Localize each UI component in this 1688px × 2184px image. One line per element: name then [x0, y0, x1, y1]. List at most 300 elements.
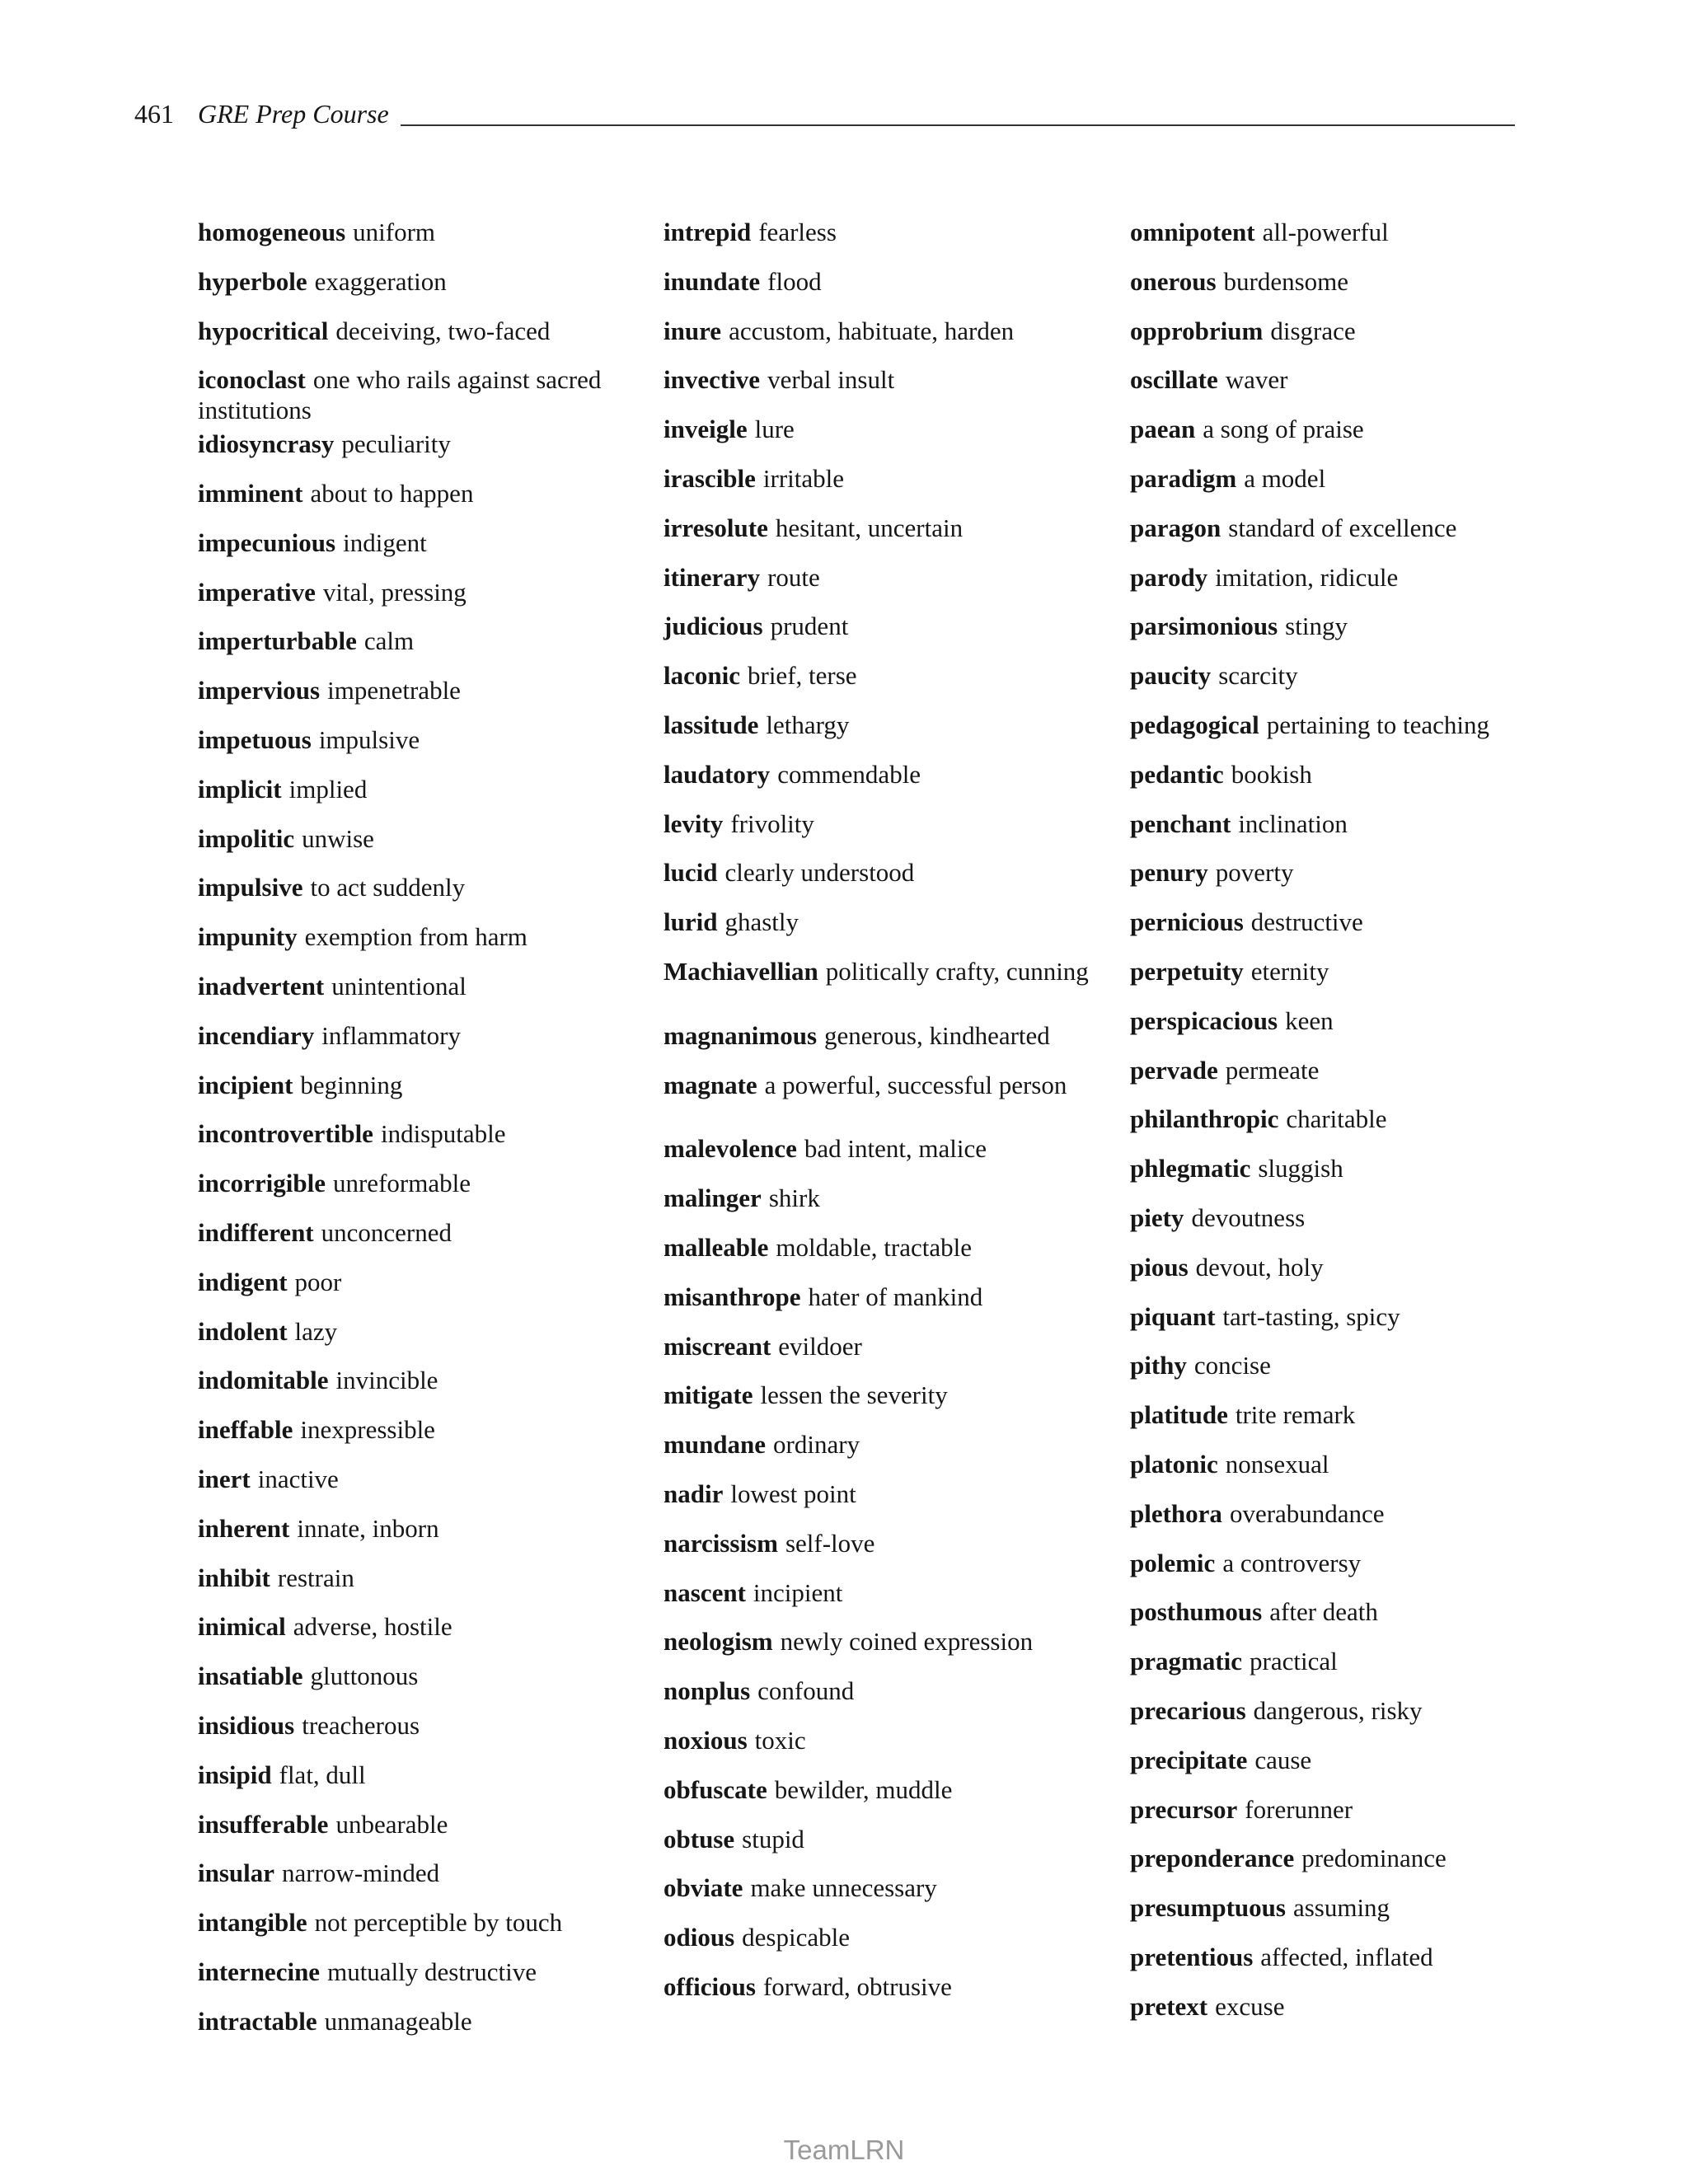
- glossary-term: insufferable: [198, 1810, 329, 1839]
- glossary-definition: impulsive: [318, 725, 420, 754]
- watermark-footer: TeamLRN: [783, 2135, 905, 2165]
- glossary-definition: irritable: [762, 464, 845, 493]
- glossary-definition: charitable: [1286, 1104, 1387, 1133]
- glossary-entry: [198, 1070, 647, 1100]
- glossary-term: implicit: [198, 775, 282, 804]
- glossary-entry: [663, 1380, 1113, 1410]
- glossary-entry: [663, 513, 1113, 543]
- glossary-term: irresolute: [663, 513, 768, 542]
- glossary-entry: [1130, 710, 1579, 740]
- glossary-term: parsimonious: [1130, 612, 1278, 640]
- glossary-entry: [663, 562, 1113, 593]
- glossary-term: inadvertent: [198, 972, 325, 1001]
- glossary-definition: bad intent, malice: [804, 1134, 987, 1163]
- glossary-definition: innate, inborn: [297, 1514, 439, 1543]
- glossary-term: indolent: [198, 1317, 288, 1346]
- glossary-definition: hesitant, uncertain: [775, 513, 964, 542]
- glossary-entry: [1130, 217, 1579, 247]
- glossary-term: oscillate: [1130, 365, 1218, 394]
- glossary-term: lurid: [663, 907, 718, 936]
- glossary-definition: a song of praise: [1203, 415, 1364, 443]
- glossary-term: pretentious: [1130, 1943, 1254, 1971]
- glossary-entry: [663, 463, 1113, 494]
- glossary-definition: flood: [767, 267, 822, 296]
- glossary-term: judicious: [663, 612, 763, 640]
- glossary-term: itinerary: [663, 563, 761, 592]
- glossary-entry: [1130, 1745, 1579, 1775]
- glossary-entry: [663, 1675, 1113, 1706]
- glossary-term: laconic: [663, 661, 740, 690]
- glossary-entry: [198, 1858, 647, 1888]
- glossary-entry: [663, 1232, 1113, 1263]
- glossary-term: penchant: [1130, 809, 1231, 838]
- glossary-entry: [198, 1760, 647, 1790]
- glossary-term: pernicious: [1130, 907, 1244, 936]
- glossary-term: hypocritical: [198, 316, 329, 345]
- glossary-entry: [198, 1661, 647, 1691]
- glossary-entry: [663, 266, 1113, 297]
- glossary-term: nascent: [663, 1578, 746, 1607]
- glossary-term: inherent: [198, 1514, 290, 1543]
- glossary-definition: inactive: [257, 1465, 339, 1493]
- glossary-definition: waver: [1225, 365, 1288, 394]
- glossary-entry: [663, 1528, 1113, 1558]
- glossary-term: laudatory: [663, 760, 771, 789]
- glossary-term: posthumous: [1130, 1597, 1263, 1626]
- glossary-entry: [1130, 316, 1579, 346]
- glossary-definition: evildoer: [778, 1332, 862, 1361]
- glossary-entry: [1130, 1498, 1579, 1529]
- glossary-entry: [198, 1907, 647, 1938]
- glossary-definition: trite remark: [1235, 1400, 1356, 1429]
- glossary-definition: self-love: [785, 1529, 875, 1558]
- glossary-entry: [663, 217, 1113, 247]
- glossary-term: noxious: [663, 1726, 748, 1755]
- glossary-entry: [663, 1282, 1113, 1312]
- glossary-term: impervious: [198, 676, 321, 705]
- glossary-entry: [1130, 907, 1579, 937]
- glossary-definition: hater of mankind: [808, 1282, 983, 1311]
- glossary-definition: incipient: [753, 1578, 843, 1607]
- glossary-entry: [663, 1133, 1113, 1164]
- glossary-definition: newly coined expression: [780, 1627, 1034, 1656]
- glossary-entry: [198, 1316, 647, 1347]
- glossary-definition: impenetrable: [327, 676, 461, 705]
- glossary-entry: [1130, 1399, 1579, 1430]
- glossary-definition: sluggish: [1258, 1154, 1343, 1183]
- glossary-entry: [663, 316, 1113, 346]
- glossary-definition: indisputable: [380, 1119, 506, 1148]
- glossary-definition: bookish: [1231, 760, 1312, 789]
- glossary-entry: [198, 1020, 647, 1051]
- glossary-definition: brief, terse: [748, 661, 857, 690]
- glossary-entry: [198, 1365, 647, 1395]
- glossary-definition: eternity: [1250, 957, 1329, 986]
- glossary-entry: [663, 1183, 1113, 1213]
- glossary-entry: [1130, 857, 1579, 888]
- glossary-definition: lazy: [294, 1317, 338, 1346]
- glossary-entry: [198, 724, 647, 755]
- glossary-entry: [198, 1267, 647, 1297]
- glossary-term: nonplus: [663, 1676, 751, 1705]
- glossary-entry: [663, 611, 1113, 641]
- glossary-definition: dangerous, risky: [1253, 1696, 1423, 1725]
- glossary-entry: [198, 429, 647, 459]
- glossary-entry: [663, 1429, 1113, 1460]
- glossary-definition: peculiarity: [341, 429, 451, 458]
- glossary-entry: [1130, 1892, 1579, 1923]
- glossary-term: presumptuous: [1130, 1893, 1286, 1922]
- glossary-entry: [198, 921, 647, 952]
- glossary-entry: [1130, 808, 1579, 839]
- glossary-definition: route: [767, 563, 820, 592]
- glossary-term: omnipotent: [1130, 218, 1255, 246]
- glossary-entry: [1130, 1991, 1579, 2022]
- glossary-term: polemic: [1130, 1549, 1216, 1577]
- glossary-entry: [663, 1331, 1113, 1361]
- glossary-entry: [198, 217, 647, 247]
- glossary-term: imperturbable: [198, 626, 357, 655]
- glossary-term: imminent: [198, 479, 303, 508]
- glossary-definition: not perceptible by touch: [314, 1908, 563, 1937]
- glossary-term: preponderance: [1130, 1844, 1295, 1872]
- glossary-term: inundate: [663, 267, 761, 296]
- glossary-term: intrepid: [663, 218, 752, 246]
- glossary-entry: [1130, 1055, 1579, 1085]
- glossary-term: inhibit: [198, 1563, 270, 1592]
- glossary-term: indigent: [198, 1268, 288, 1296]
- glossary-entry: [663, 1020, 1113, 1051]
- glossary-definition: uniform: [353, 218, 436, 246]
- glossary-term: obfuscate: [663, 1775, 767, 1804]
- glossary-definition: lessen the severity: [760, 1380, 948, 1409]
- glossary-entry: [663, 1479, 1113, 1509]
- glossary-definition: flat, dull: [279, 1760, 366, 1789]
- glossary-definition: keen: [1285, 1006, 1334, 1035]
- glossary-term: malevolence: [663, 1134, 797, 1163]
- glossary-term: internecine: [198, 1957, 321, 1986]
- glossary-definition: exemption from harm: [304, 922, 528, 951]
- glossary-definition: beginning: [300, 1071, 403, 1099]
- glossary-entry: [663, 808, 1113, 839]
- glossary-entry: [1130, 414, 1579, 444]
- glossary-term: impecunious: [198, 528, 336, 557]
- glossary-entry: [663, 907, 1113, 937]
- glossary-entry: [198, 1563, 647, 1593]
- glossary-definition: nonsexual: [1225, 1450, 1329, 1479]
- glossary-definition: poor: [294, 1268, 342, 1296]
- glossary-entry: [1130, 1153, 1579, 1183]
- glossary-definition: implied: [288, 775, 368, 804]
- glossary-term: penury: [1130, 858, 1208, 887]
- glossary-entry: [1130, 1005, 1579, 1036]
- glossary-term: parody: [1130, 563, 1208, 592]
- glossary-term: imperative: [198, 578, 316, 607]
- glossary-term: paragon: [1130, 513, 1221, 542]
- glossary-term: plethora: [1130, 1499, 1222, 1528]
- glossary-definition: forerunner: [1245, 1795, 1353, 1824]
- glossary-entry: [1130, 1843, 1579, 1873]
- glossary-definition: restrain: [277, 1563, 354, 1592]
- glossary-definition: fearless: [758, 218, 837, 246]
- book-title: GRE Prep Course: [198, 99, 389, 129]
- glossary-entry: [1130, 956, 1579, 987]
- glossary-term: insular: [198, 1858, 275, 1887]
- glossary-entry: [1130, 660, 1579, 691]
- glossary-entry: [198, 774, 647, 804]
- glossary-term: malinger: [663, 1183, 762, 1212]
- glossary-definition: adverse, hostile: [293, 1612, 452, 1641]
- glossary-definition: a controversy: [1222, 1549, 1362, 1577]
- glossary-term: perpetuity: [1130, 957, 1244, 986]
- glossary-term: precarious: [1130, 1696, 1246, 1725]
- glossary-definition: lowest point: [730, 1479, 856, 1508]
- glossary-definition: permeate: [1225, 1056, 1320, 1085]
- glossary-entry: [1130, 1252, 1579, 1282]
- glossary-entry: [663, 759, 1113, 790]
- glossary-definition: practical: [1250, 1647, 1338, 1675]
- glossary-term: misanthrope: [663, 1282, 801, 1311]
- glossary-entry: [198, 1464, 647, 1494]
- glossary-term: precursor: [1130, 1795, 1238, 1824]
- glossary-entry: [198, 1414, 647, 1445]
- glossary-definition: concise: [1193, 1351, 1271, 1380]
- glossary-term: pragmatic: [1130, 1647, 1243, 1675]
- glossary-definition: to act suddenly: [310, 873, 466, 902]
- glossary-entry: [663, 1971, 1113, 2002]
- glossary-definition: ordinary: [773, 1430, 860, 1459]
- glossary-entry: [198, 1957, 647, 1987]
- glossary-term: platonic: [1130, 1450, 1218, 1479]
- glossary-term: levity: [663, 809, 724, 838]
- glossary-entry: [1130, 1596, 1579, 1627]
- glossary-entry: [198, 675, 647, 705]
- glossary-term: incontrovertible: [198, 1119, 373, 1148]
- glossary-definition: generous, kindhearted: [824, 1021, 1050, 1050]
- glossary-term: insidious: [198, 1711, 295, 1740]
- glossary-entry: [1130, 1794, 1579, 1825]
- glossary-term: opprobrium: [1130, 316, 1264, 345]
- glossary-definition: a model: [1244, 464, 1326, 493]
- glossary-definition: unintentional: [331, 972, 467, 1001]
- glossary-definition: exaggeration: [314, 267, 447, 296]
- glossary-entry: [663, 710, 1113, 740]
- glossary-definition: invincible: [335, 1366, 438, 1394]
- glossary-definition: confound: [757, 1676, 855, 1705]
- glossary-entry: [1130, 1301, 1579, 1332]
- glossary-term: neologism: [663, 1627, 773, 1656]
- glossary-definition: bewilder, muddle: [774, 1775, 953, 1804]
- glossary-term: magnanimous: [663, 1021, 818, 1050]
- glossary-entry: [198, 971, 647, 1001]
- glossary-definition: all-powerful: [1262, 218, 1389, 246]
- glossary-term: mundane: [663, 1430, 767, 1459]
- glossary-term: homogeneous: [198, 218, 346, 246]
- glossary-term: paean: [1130, 415, 1196, 443]
- glossary-entry: [198, 527, 647, 558]
- glossary-definition: after death: [1269, 1597, 1378, 1626]
- glossary-entry: [1130, 611, 1579, 641]
- glossary-term: ineffable: [198, 1415, 293, 1444]
- glossary-definition: about to happen: [310, 479, 474, 508]
- glossary-definition: moldable, tractable: [776, 1233, 972, 1262]
- page-number: 461: [134, 99, 174, 129]
- glossary-definition: prudent: [770, 612, 849, 640]
- glossary-term: invective: [663, 365, 761, 394]
- glossary-term: incipient: [198, 1071, 293, 1099]
- glossary-definition: despicable: [742, 1923, 850, 1952]
- glossary-entry: [663, 1070, 1113, 1100]
- glossary-term: impulsive: [198, 873, 303, 902]
- glossary-definition: deceiving, two-faced: [335, 316, 551, 345]
- glossary-definition: narrow-minded: [282, 1858, 440, 1887]
- glossary-term: intangible: [198, 1908, 307, 1937]
- glossary-definition: scarcity: [1218, 661, 1298, 690]
- glossary-definition: tart-tasting, spicy: [1222, 1302, 1400, 1331]
- glossary-term: incendiary: [198, 1021, 315, 1050]
- glossary-term: inveigle: [663, 415, 748, 443]
- glossary-definition: stingy: [1285, 612, 1348, 640]
- glossary-entry: [663, 414, 1113, 444]
- glossary-entry: [198, 2006, 647, 2036]
- glossary-entry: [198, 1809, 647, 1840]
- glossary-entry: [1130, 1449, 1579, 1479]
- glossary-term: philanthropic: [1130, 1104, 1279, 1133]
- glossary-term: lassitude: [663, 710, 759, 739]
- glossary-entry: [1130, 1350, 1579, 1380]
- glossary-definition: poverty: [1215, 858, 1294, 887]
- glossary-entry: [1130, 1104, 1579, 1134]
- glossary-entry: [1130, 562, 1579, 593]
- glossary-term: magnate: [663, 1071, 757, 1099]
- glossary-entry: [663, 1774, 1113, 1805]
- glossary-term: inert: [198, 1465, 251, 1493]
- glossary-term: platitude: [1130, 1400, 1228, 1429]
- glossary-term: insatiable: [198, 1661, 303, 1690]
- glossary-entry: [198, 316, 647, 346]
- glossary-term: indomitable: [198, 1366, 329, 1394]
- glossary-definition: affected, inflated: [1260, 1943, 1433, 1971]
- glossary-entry: [663, 956, 1113, 987]
- glossary-entry: [1130, 364, 1579, 395]
- glossary-term: iconoclast: [198, 365, 306, 394]
- glossary-definition: unbearable: [335, 1810, 448, 1839]
- glossary-term: impunity: [198, 922, 298, 951]
- glossary-definition: clearly understood: [724, 858, 915, 887]
- glossary-definition: unwise: [302, 824, 374, 853]
- glossary-entry: [198, 626, 647, 656]
- glossary-term: officious: [663, 1972, 756, 2001]
- glossary-definition: one who rails against sacred institutions: [198, 365, 602, 424]
- glossary-definition: devout, holy: [1195, 1253, 1324, 1282]
- glossary-entry: [198, 1611, 647, 1642]
- glossary-entry: [663, 1725, 1113, 1755]
- glossary-term: onerous: [1130, 267, 1217, 296]
- glossary-term: hyperbole: [198, 267, 307, 296]
- glossary-entry: [198, 1168, 647, 1198]
- page-header: [134, 97, 1515, 130]
- glossary-term: impolitic: [198, 824, 295, 853]
- glossary-entry: [663, 1922, 1113, 1952]
- glossary-term: mitigate: [663, 1380, 753, 1409]
- glossary-definition: devoutness: [1191, 1203, 1306, 1232]
- glossary-term: Machiavellian: [663, 957, 818, 986]
- glossary-definition: inexpressible: [300, 1415, 435, 1444]
- glossary-entry: [198, 1217, 647, 1248]
- glossary-definition: unmanageable: [324, 2007, 472, 2036]
- glossary-entry: [1130, 759, 1579, 790]
- glossary-term: pedagogical: [1130, 710, 1259, 739]
- glossary-definition: inflammatory: [321, 1021, 461, 1050]
- glossary-entry: [198, 1710, 647, 1741]
- glossary-entry: [1130, 1548, 1579, 1578]
- glossary-term: lucid: [663, 858, 718, 887]
- glossary-term: precipitate: [1130, 1746, 1248, 1774]
- glossary-definition: cause: [1254, 1746, 1312, 1774]
- glossary-entry: [663, 857, 1113, 888]
- glossary-term: incorrigible: [198, 1169, 326, 1197]
- glossary-term: inimical: [198, 1612, 286, 1641]
- glossary-definition: commendable: [777, 760, 921, 789]
- glossary-definition: mutually destructive: [327, 1957, 537, 1986]
- glossary-definition: indigent: [343, 528, 427, 557]
- glossary-definition: unreformable: [332, 1169, 471, 1197]
- glossary-definition: burdensome: [1223, 267, 1349, 296]
- glossary-term: malleable: [663, 1233, 769, 1262]
- glossary-term: paradigm: [1130, 464, 1237, 493]
- glossary-entry: [198, 823, 647, 854]
- glossary-definition: accustom, habituate, harden: [729, 316, 1015, 345]
- glossary-entry: [198, 577, 647, 607]
- glossary-definition: shirk: [768, 1183, 820, 1212]
- glossary-term: piety: [1130, 1203, 1184, 1232]
- glossary-definition: verbal insult: [767, 365, 895, 394]
- glossary-term: piquant: [1130, 1302, 1216, 1331]
- glossary-entry: [663, 1626, 1113, 1657]
- glossary-definition: vital, pressing: [322, 578, 467, 607]
- glossary-entry: [663, 364, 1113, 395]
- glossary-term: pedantic: [1130, 760, 1224, 789]
- glossary-term: narcissism: [663, 1529, 778, 1558]
- glossary-term: miscreant: [663, 1332, 771, 1361]
- header-rule: [401, 124, 1515, 126]
- glossary-term: irascible: [663, 464, 756, 493]
- glossary-term: indifferent: [198, 1218, 314, 1247]
- glossary-definition: frivolity: [730, 809, 814, 838]
- glossary-definition: lure: [754, 415, 795, 443]
- glossary-term: obtuse: [663, 1825, 735, 1854]
- glossary-term: pretext: [1130, 1992, 1208, 2021]
- glossary-definition: inclination: [1238, 809, 1348, 838]
- glossary-definition: make unnecessary: [750, 1873, 937, 1902]
- glossary-term: nadir: [663, 1479, 724, 1508]
- glossary-definition: excuse: [1215, 1992, 1285, 2021]
- glossary-entry: [198, 1118, 647, 1149]
- glossary-definition: politically crafty, cunning: [825, 957, 1089, 986]
- glossary-term: pervade: [1130, 1056, 1218, 1085]
- glossary-term: inure: [663, 316, 722, 345]
- glossary-term: phlegmatic: [1130, 1154, 1251, 1183]
- glossary-term: obviate: [663, 1873, 743, 1902]
- glossary-definition: destructive: [1250, 907, 1363, 936]
- glossary-definition: toxic: [754, 1726, 806, 1755]
- glossary-entry: [1130, 1942, 1579, 1972]
- glossary-term: paucity: [1130, 661, 1212, 690]
- glossary-definition: lethargy: [766, 710, 850, 739]
- glossary-entry: [663, 1577, 1113, 1608]
- glossary-term: pious: [1130, 1253, 1189, 1282]
- glossary-term: impetuous: [198, 725, 312, 754]
